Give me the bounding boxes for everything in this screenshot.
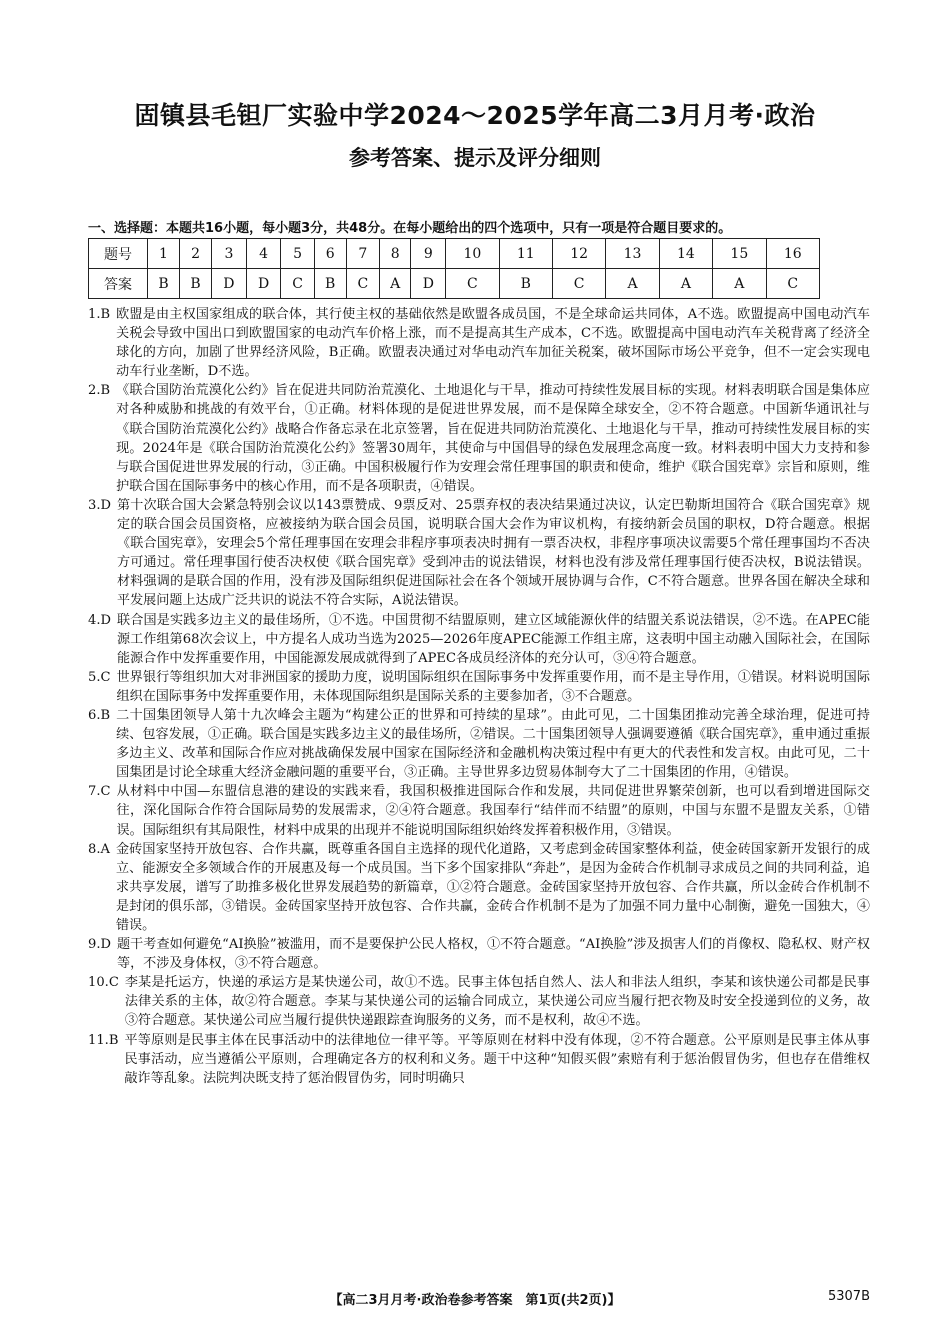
answer-cell: C — [552, 269, 605, 299]
explanation-item — [88, 1031, 870, 1088]
question-number-cell: 8 — [379, 239, 411, 269]
explanation-text: 题干考查如何避免“AI换脸”被滥用，而不是要保护公民人格权，①不符合题意。“AI换脸”涉及损害人们的肖像权、隐私权、财产权等，不涉及身体权，③不符合题意。 — [117, 937, 870, 972]
page-subtitle: 参考答案、提示及评分细则 — [349, 146, 601, 170]
answer-cell: B — [314, 269, 346, 299]
explanation-item — [88, 840, 870, 935]
question-number-cell: 11 — [499, 239, 552, 269]
question-number-cell: 6 — [314, 239, 346, 269]
question-number-cell: 7 — [346, 239, 379, 269]
explanation-text: 从材料中中国—东盟信息港的建设的实践来看，我国积极推进国际合作和发展，共同促进世界繁荣创新，也可以看到增进国际交往，深化国际合作符合国际局势的发展需求，②④符合题意。我国奉行“结伴而不结盟”的原则，中国与东盟不是盟友关系，①错误。国际组织有其局限性，材料中成果的出现并不能说明国际组织始终发挥着积极作用，③错误。 — [116, 784, 870, 838]
explanation-item — [88, 668, 870, 706]
question-row-label: 题号 — [89, 239, 148, 269]
explanation-number: 8.A — [88, 841, 110, 857]
answer-cell: A — [379, 269, 411, 299]
explanation-number: 4.D — [88, 612, 111, 628]
explanation-item — [88, 381, 870, 496]
explanation-item — [88, 611, 870, 668]
question-number-cell: 16 — [766, 239, 819, 269]
answer-cell: C — [446, 269, 499, 299]
explanation-number: 11.B — [88, 1032, 119, 1048]
explanation-text: 世界银行等组织加大对非洲国家的援助力度，说明国际组织在国际事务中发挥重要作用，而不是主导作用，①错误。材料说明国际组织在国际事务中发挥重要作用，未体现国际组织是国际关系的主要参加者，③不合题意。 — [116, 669, 870, 704]
answer-row — [89, 269, 820, 299]
explanation-text: 李某是托运方，快递的承运方是某快递公司，故①不选。民事主体包括自然人、法人和非法人组织，李某和该快递公司都是民事法律关系的主体，故②符合题意。李某与某快递公司的运输合同成立，某快递公司应当履行把衣物及时安全投递到位的义务，故③符合题意。某快递公司应当履行提供快递跟踪查询服务的义务，而不是权利，故④不选。 — [124, 975, 870, 1029]
page-footer: 【高二3月月考·政治卷参考答案 第1页(共2页)】 — [329, 1293, 621, 1308]
answer-row-label: 答案 — [89, 269, 148, 299]
explanation-item — [88, 782, 870, 839]
question-number-cell: 10 — [446, 239, 499, 269]
page-title: 固镇县毛钽厂实验中学2024～2025学年高二3月月考·政治 — [134, 101, 816, 130]
answer-cell: C — [766, 269, 819, 299]
explanation-number: 10.C — [88, 975, 119, 991]
question-number-cell: 9 — [411, 239, 446, 269]
question-row — [89, 239, 820, 269]
question-number-cell: 1 — [148, 239, 180, 269]
answer-cell: A — [606, 269, 659, 299]
question-number-cell: 5 — [281, 239, 314, 269]
question-number-cell: 3 — [212, 239, 247, 269]
explanation-number: 7.C — [88, 784, 111, 800]
explanation-text: 《联合国防治荒漠化公约》旨在促进共同防治荒漠化、土地退化与干旱，推动可持续性发展目标的实现。材料表明联合国是集体应对各种威胁和挑战的有效平台，①正确。材料体现的是促进世界发展，而不是保障全球安全，②不符合题意。中国新华通讯社与《联合国防治荒漠化公约》战略合作备忘录在北京签署，旨在促进共同防治荒漠化、土地退化与干旱，推动可持续性发展目标的实现。2024年是《联合国防治荒漠化公约》签署30周年，其使命与中国倡导的绿色发展理念高度一致。材料表明中国大力支持和参与联合国促进世界发展的行动，③正确。中国积极履行作为安理会常任理事国的职责和使命，维护《联合国宪章》宗旨和原则，维护联合国在国际事务中的核心作用，而不是各项职责，④错误。 — [116, 383, 870, 494]
explanation-text: 欧盟是由主权国家组成的联合体，其行使主权的基础依然是欧盟各成员国，不是全球命运共同体，A不选。欧盟提高中国电动汽车关税会导致中国出口到欧盟国家的电动汽车价格上涨，而不是提高其生产成本，C不选。欧盟提高中国电动汽车关税背离了经济全球化的方向，加剧了世界经济风险，B正确。欧盟表决通过对华电动汽车加征关税案，破坏国际市场公平竞争，但不一定会实现电动车行业垄断，D不选。 — [116, 307, 870, 380]
answer-cell: B — [148, 269, 180, 299]
answer-cell: B — [180, 269, 212, 299]
answer-cell: D — [212, 269, 247, 299]
explanation-item — [88, 496, 870, 611]
explanation-text: 第十次联合国大会紧急特别会议以143票赞成、9票反对、25票弃权的表决结果通过决议，认定巴勒斯坦国符合《联合国宪章》规定的联合国会员国资格，应被接纳为联合国会员国，说明联合国大会作为审议机构，有接纳新会员国的职权，D符合题意。根据《联合国宪章》，安理会5个常任理事国在安理会非程序事项表决时拥有一票否决权，非程序事项决议需要5个常任理事国均不否决方可通过。常任理事国行使否决权使《联合国宪章》受到冲击的说法错误，材料也没有涉及常任理事国行使否决权，B说法错误。材料强调的是联合国的作用，没有涉及国际组织促进国际社会在各个领域开展协调与合作，C不符合题意。世界各国在解决全球和平发展问题上达成广泛共识的说法不符合实际，A说法错误。 — [117, 497, 870, 609]
paper-code: 5307B — [827, 1289, 870, 1304]
question-number-cell: 13 — [606, 239, 659, 269]
answer-cell: B — [499, 269, 552, 299]
explanation-number: 2.B — [88, 383, 111, 399]
answer-cell: C — [346, 269, 379, 299]
answer-table — [88, 238, 820, 299]
question-number-cell: 15 — [713, 239, 766, 269]
question-number-cell: 12 — [552, 239, 605, 269]
explanation-item — [88, 305, 870, 381]
explanation-text: 金砖国家坚持开放包容、合作共赢，既尊重各国自主选择的现代化道路，又考虑到金砖国家整体利益，使金砖国家新开发银行的成立、能源安全多领域合作的开展惠及每一个成员国。当下多个国家排队“奔赴”，是因为金砖合作机制寻求成员之间的共同利益，追求共享发展，谱写了助推多极化世界发展趋势的新篇章，①②符合题意。金砖国家坚持开放包容、合作共赢，所以金砖合作机制不是封闭的俱乐部，③错误。金砖国家坚持开放包容、合作共赢，金砖合作机制不是为了加强不同力量中心制衡，避免一国独大，④错误。 — [115, 841, 870, 933]
explanation-item — [88, 706, 870, 782]
explanation-item — [88, 935, 870, 973]
answer-cell: D — [246, 269, 281, 299]
explanation-item — [88, 973, 870, 1030]
question-number-cell: 2 — [180, 239, 212, 269]
explanation-number: 3.D — [88, 497, 111, 513]
explanation-number: 5.C — [88, 669, 111, 685]
explanation-text: 平等原则是民事主体在民事活动中的法律地位一律平等。平等原则在材料中没有体现，②不符合题意。公平原则是民事主体从事民事活动，应当遵循公平原则，合理确定各方的权利和义务。题干中这种“知假买假”索赔有利于惩治假冒伪劣，但也存在借维权敲诈等乱象。法院判决既支持了惩治假冒伪劣，同时明确只 — [124, 1032, 870, 1086]
explanation-number: 9.D — [88, 937, 111, 953]
section-heading: 一、选择题：本题共16小题，每小题3分，共48分。在每小题给出的四个选项中，只有一项是符合题目要求的。 — [88, 221, 732, 236]
explanation-number: 1.B — [88, 307, 111, 322]
explanation-text: 联合国是实践多边主义的最佳场所，①不选。中国贯彻不结盟原则，建立区域能源伙伴的结盟关系说法错误，②不选。在APEC能源工作组第68次会议上，中方提名人成功当选为2025—2026年度APEC能源工作组主席，这表明中国主动融入国际社会，在国际能源合作中发挥重要作用，中国能源发展成就得到了APEC各成员经济体的充分认可，③④符合题意。 — [117, 612, 870, 666]
answer-cell: C — [281, 269, 314, 299]
explanation-text: 二十国集团领导人第十九次峰会主题为“构建公正的世界和可持续的星球”。由此可见，二十国集团推动完善全球治理，促进可持续、包容发展，①正确。联合国是实践多边主义的最佳场所，②错误。二十国集团领导人强调要遵循《联合国宪章》，重申通过重振多边主义、改革和国际合作应对挑战确保发展中国家在国际经济和金融机构决策过程中有更大的代表性和发言权。由此可见，二十国集团是讨论全球重大经济金融问题的重要平台，③正确。主导世界多边贸易体制夸大了二十国集团的作用，④错误。 — [116, 707, 870, 781]
answer-cell: D — [411, 269, 446, 299]
explanation-list — [88, 305, 870, 1088]
answer-cell: A — [713, 269, 766, 299]
question-number-cell: 14 — [659, 239, 712, 269]
question-number-cell: 4 — [246, 239, 281, 269]
explanation-number: 6.B — [88, 707, 111, 723]
answer-cell: A — [659, 269, 712, 299]
